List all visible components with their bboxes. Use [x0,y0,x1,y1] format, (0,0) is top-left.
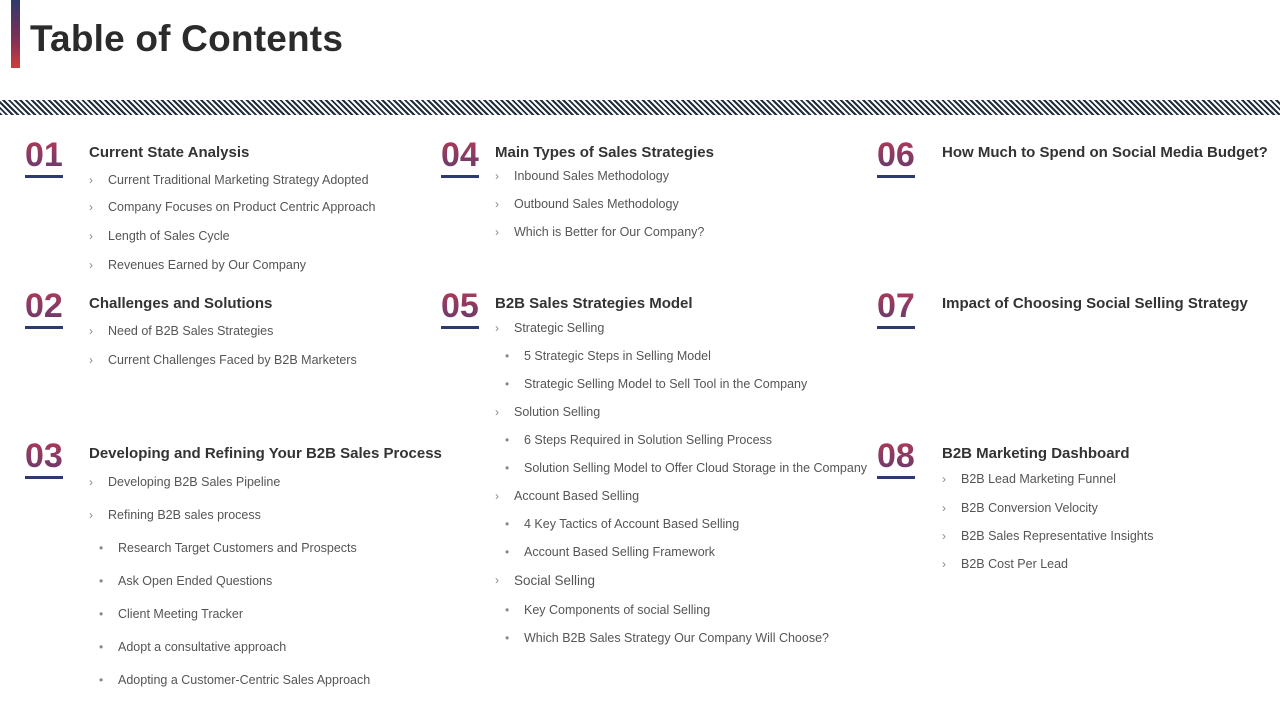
section-title: Main Types of Sales Strategies [495,144,714,161]
section-number: 03 [25,437,63,475]
section-title: How Much to Spend on Social Media Budget? [942,144,1268,161]
chevron-right-icon: › [495,489,499,503]
page-title: Table of Contents [30,18,344,59]
chevron-right-icon: › [89,508,93,522]
chevron-right-icon: › [89,173,93,187]
chevron-right-icon: › [942,529,946,543]
chevron-right-icon: › [89,229,93,243]
section-title: Current State Analysis [89,144,250,161]
bullet-icon: • [99,607,104,621]
chevron-right-icon: › [89,475,93,489]
chevron-right-icon: › [89,324,93,338]
section-number: 08 [877,437,915,475]
hatched-divider [0,100,1280,115]
section-number: 06 [877,136,915,174]
bullet-icon: • [99,541,104,555]
bullet-icon: • [505,517,510,531]
title-accent-bar [11,0,20,68]
bullet-icon: • [99,574,104,588]
chevron-right-icon: › [495,169,499,183]
section-title: Developing and Refining Your B2B Sales Process [89,445,442,462]
chevron-right-icon: › [89,353,93,367]
chevron-right-icon: › [495,573,499,587]
bullet-icon: • [505,461,510,475]
chevron-right-icon: › [942,501,946,515]
bullet-icon: • [505,433,510,447]
section-title: Impact of Choosing Social Selling Strategy [942,295,1248,312]
bullet-icon: • [505,349,510,363]
section-title: Challenges and Solutions [89,295,273,312]
chevron-right-icon: › [942,472,946,486]
chevron-right-icon: › [89,258,93,272]
section-number: 07 [877,287,915,325]
bullet-icon: • [505,545,510,559]
section-number: 05 [441,287,479,325]
section-number: 01 [25,136,63,174]
chevron-right-icon: › [495,225,499,239]
bullet-icon: • [505,631,510,645]
section-number: 04 [441,136,479,174]
chevron-right-icon: › [495,321,499,335]
chevron-right-icon: › [942,557,946,571]
bullet-icon: • [99,673,104,687]
chevron-right-icon: › [495,197,499,211]
section-title: B2B Sales Strategies Model [495,295,693,312]
section-number: 02 [25,287,63,325]
chevron-right-icon: › [89,200,93,214]
bullet-icon: • [505,377,510,391]
bullet-icon: • [99,640,104,654]
chevron-right-icon: › [495,405,499,419]
section-title: B2B Marketing Dashboard [942,445,1130,462]
bullet-icon: • [505,603,510,617]
